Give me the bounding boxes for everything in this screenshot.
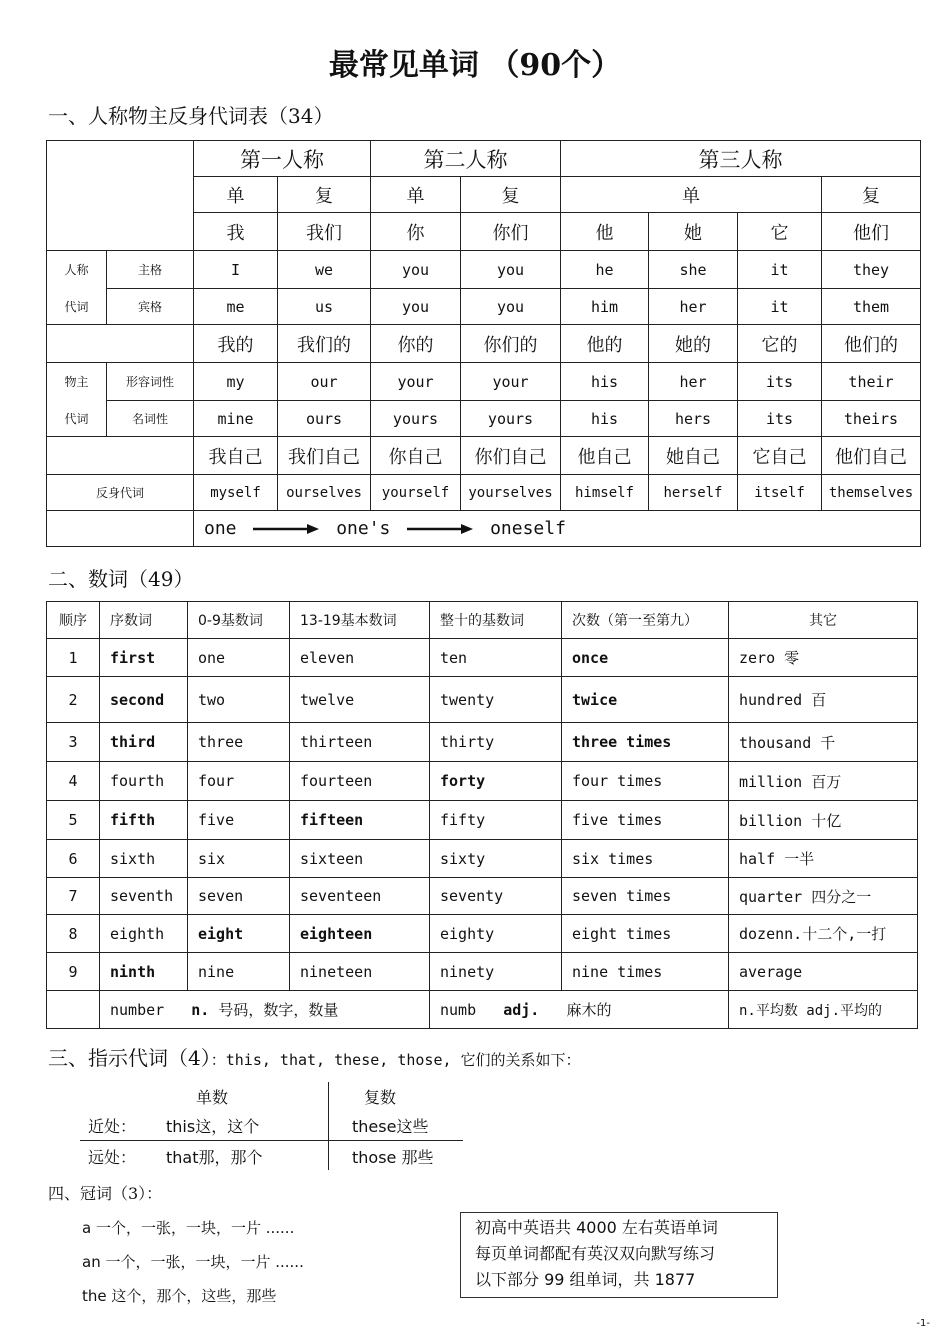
possessive-pronoun-label-bottom: 代词 <box>47 401 107 437</box>
row-index: 3 <box>47 723 100 762</box>
subject-pronoun: you <box>461 251 561 289</box>
far-singular: that那，那个 <box>166 1148 263 1167</box>
adjective-possessive: your <box>371 363 461 401</box>
reflexive-pronoun: itself <box>738 475 822 511</box>
numb-cn: 麻木的 <box>566 1001 612 1019</box>
teen-word: twelve <box>290 677 430 723</box>
subject-pronoun: he <box>561 251 649 289</box>
other-cn: 一半 <box>784 850 815 868</box>
ordinal-word: fifth <box>100 801 188 840</box>
section4-heading: 四、冠词（3）： <box>48 1184 163 1203</box>
cn-reflexive: 他自己 <box>561 437 649 475</box>
note-line: 每页单词都配有英汉双向默写练习 <box>475 1244 716 1263</box>
ordinal-word: third <box>100 723 188 762</box>
teen-word: nineteen <box>290 953 430 991</box>
other-word: zero <box>739 649 776 667</box>
other-cell <box>729 840 918 878</box>
other-cn: 零 <box>784 649 800 667</box>
numb-note <box>430 991 729 1029</box>
plural-label: 复数 <box>364 1088 397 1107</box>
object-case-label: 宾格 <box>107 289 194 325</box>
cn-possessive: 他们的 <box>822 325 921 363</box>
noun-possessive: theirs <box>822 401 921 437</box>
one-chain-row <box>194 511 921 547</box>
tens-word: eighty <box>430 915 562 953</box>
cn-possessive: 我的 <box>194 325 278 363</box>
reflexive-pronoun: yourselves <box>461 475 561 511</box>
section3-title: 三、指示代词（4） <box>48 1046 211 1070</box>
subject-pronoun: you <box>371 251 461 289</box>
third-person-header: 第三人称 <box>561 141 921 177</box>
times-word: seven times <box>562 878 729 915</box>
subject-pronoun: she <box>649 251 738 289</box>
note-box <box>460 1212 778 1298</box>
far-plural: those 那些 <box>352 1148 434 1167</box>
times-word: once <box>562 639 729 677</box>
teen-word: eighteen <box>290 915 430 953</box>
adjective-possessive: your <box>461 363 561 401</box>
cn-pronoun: 她 <box>649 213 738 251</box>
cn-reflexive: 她自己 <box>649 437 738 475</box>
near-plural: these这些 <box>352 1117 429 1136</box>
adjective-possessive: their <box>822 363 921 401</box>
times-word: nine times <box>562 953 729 991</box>
page-title: 最常见单词 （90个） <box>328 48 622 83</box>
other-cn: 千 <box>820 733 836 752</box>
section1-heading: 一、人称物主反身代词表（34） <box>48 104 334 128</box>
second-singular-label: 单 <box>371 177 461 213</box>
noun-possessive: its <box>738 401 822 437</box>
singular-label: 单数 <box>196 1088 229 1107</box>
note-line: 以下部分 99 组单词，共 1877 <box>475 1270 696 1289</box>
corner-cell <box>47 141 194 251</box>
empty-label-cell <box>47 437 194 475</box>
cn-reflexive: 我们自己 <box>278 437 371 475</box>
header-order: 顺序 <box>47 602 100 639</box>
tens-word: seventy <box>430 878 562 915</box>
teen-word: eleven <box>290 639 430 677</box>
one-word: one <box>204 518 237 539</box>
section2-heading: 二、数词（49） <box>48 567 194 591</box>
near-label: 近处： <box>88 1117 137 1136</box>
noun-possessive: hers <box>649 401 738 437</box>
number-pos: n. <box>191 1001 210 1019</box>
vertical-divider <box>328 1082 329 1170</box>
cn-possessive: 你们的 <box>461 325 561 363</box>
cardinal-word: six <box>188 840 290 878</box>
cardinal-word: nine <box>188 953 290 991</box>
cn-reflexive: 我自己 <box>194 437 278 475</box>
tens-word: sixty <box>430 840 562 878</box>
ordinal-word: first <box>100 639 188 677</box>
average-note: n.平均数 adj.平均的 <box>729 991 918 1029</box>
other-cn: 十亿 <box>811 811 842 830</box>
other-cell <box>729 953 918 991</box>
reflexive-pronoun: herself <box>649 475 738 511</box>
ordinal-word: ninth <box>100 953 188 991</box>
pronoun-table <box>46 140 921 547</box>
cardinal-word: seven <box>188 878 290 915</box>
reflexive-pronoun: themselves <box>822 475 921 511</box>
other-word: billion <box>739 811 803 830</box>
header-ordinal: 序数词 <box>100 602 188 639</box>
cn-reflexive: 你们自己 <box>461 437 561 475</box>
cardinal-word: five <box>188 801 290 840</box>
third-plural-label: 复 <box>822 177 921 213</box>
other-cn: 四分之一 <box>811 887 872 906</box>
object-pronoun: us <box>278 289 371 325</box>
numb-word: numb <box>440 1001 477 1019</box>
ordinal-word: seventh <box>100 878 188 915</box>
other-word: thousand <box>739 733 812 752</box>
ordinal-word: fourth <box>100 762 188 801</box>
tens-word: ninety <box>430 953 562 991</box>
other-cell <box>729 762 918 801</box>
noun-possessive: mine <box>194 401 278 437</box>
subject-pronoun: I <box>194 251 278 289</box>
personal-pronoun-label-bottom: 代词 <box>47 289 107 325</box>
cn-pronoun: 我们 <box>278 213 371 251</box>
cn-pronoun: 它 <box>738 213 822 251</box>
other-word: hundred <box>739 691 803 709</box>
oneself-word: oneself <box>490 518 566 539</box>
horizontal-divider <box>80 1140 463 1141</box>
note-line: 初高中英语共 4000 左右英语单词 <box>475 1218 718 1237</box>
row-index: 8 <box>47 915 100 953</box>
cn-possessive: 她的 <box>649 325 738 363</box>
teen-word: fifteen <box>290 801 430 840</box>
adjective-label: 形容词性 <box>107 363 194 401</box>
page-number: -1- <box>916 1318 930 1329</box>
subject-case-label: 主格 <box>107 251 194 289</box>
ordinal-word: eighth <box>100 915 188 953</box>
near-singular: this这，这个 <box>166 1117 260 1136</box>
object-pronoun: it <box>738 289 822 325</box>
cardinal-word: three <box>188 723 290 762</box>
subject-pronoun: we <box>278 251 371 289</box>
object-pronoun: you <box>461 289 561 325</box>
empty-index-cell <box>47 991 100 1029</box>
adjective-possessive: my <box>194 363 278 401</box>
ordinal-word: sixth <box>100 840 188 878</box>
row-index: 2 <box>47 677 100 723</box>
other-word: quarter <box>739 887 803 906</box>
empty-label-cell <box>47 511 194 547</box>
header-other: 其它 <box>729 602 918 639</box>
other-cell <box>729 677 918 723</box>
object-pronoun: him <box>561 289 649 325</box>
reflexive-label: 反身代词 <box>47 475 194 511</box>
ones-word: one's <box>336 518 391 539</box>
tens-word: thirty <box>430 723 562 762</box>
cn-possessive: 你的 <box>371 325 461 363</box>
cn-possessive: 它的 <box>738 325 822 363</box>
cn-pronoun: 他们 <box>822 213 921 251</box>
teen-word: thirteen <box>290 723 430 762</box>
reflexive-pronoun: himself <box>561 475 649 511</box>
section3-tail: ：this, that, these, those, 它们的关系如下： <box>210 1051 581 1069</box>
row-index: 5 <box>47 801 100 840</box>
cn-pronoun: 你 <box>371 213 461 251</box>
header-tens: 整十的基数词 <box>430 602 562 639</box>
header-cardinal-0-9: 0-9基数词 <box>188 602 290 639</box>
header-cardinal-13-19: 13-19基本数词 <box>290 602 430 639</box>
right-arrow-icon <box>253 523 319 535</box>
number-note <box>100 991 430 1029</box>
personal-pronoun-label-top: 人称 <box>47 251 107 289</box>
numeral-table <box>46 601 918 1029</box>
other-word: average <box>739 962 803 981</box>
subject-pronoun: it <box>738 251 822 289</box>
second-plural-label: 复 <box>461 177 561 213</box>
adjective-possessive: its <box>738 363 822 401</box>
tens-word: twenty <box>430 677 562 723</box>
first-singular-label: 单 <box>194 177 278 213</box>
subject-pronoun: they <box>822 251 921 289</box>
numb-pos: adj. <box>503 1001 540 1019</box>
adjective-possessive: his <box>561 363 649 401</box>
adjective-possessive: our <box>278 363 371 401</box>
article-line: the 这个，那个，这些，那些 <box>82 1287 277 1305</box>
cn-pronoun: 他 <box>561 213 649 251</box>
tens-word: ten <box>430 639 562 677</box>
other-cell <box>729 639 918 677</box>
cardinal-word: eight <box>188 915 290 953</box>
other-cn: n.十二个,一打 <box>784 925 887 943</box>
cn-possessive: 他的 <box>561 325 649 363</box>
cn-reflexive: 它自己 <box>738 437 822 475</box>
teen-word: seventeen <box>290 878 430 915</box>
times-word: six times <box>562 840 729 878</box>
empty-label-cell <box>47 325 194 363</box>
other-word: dozen <box>739 925 785 943</box>
row-index: 1 <box>47 639 100 677</box>
cardinal-word: four <box>188 762 290 801</box>
cn-possessive: 我们的 <box>278 325 371 363</box>
other-word: million <box>739 772 803 791</box>
cn-reflexive: 他们自己 <box>822 437 921 475</box>
times-word: five times <box>562 801 729 840</box>
row-index: 4 <box>47 762 100 801</box>
reflexive-pronoun: ourselves <box>278 475 371 511</box>
far-label: 远处： <box>88 1148 137 1167</box>
noun-possessive: his <box>561 401 649 437</box>
number-word: number <box>110 1001 165 1019</box>
reflexive-pronoun: myself <box>194 475 278 511</box>
times-word: four times <box>562 762 729 801</box>
cn-pronoun: 你们 <box>461 213 561 251</box>
noun-label: 名词性 <box>107 401 194 437</box>
object-pronoun: them <box>822 289 921 325</box>
other-cell <box>729 915 918 953</box>
other-cn: 百 <box>811 691 827 709</box>
cardinal-word: two <box>188 677 290 723</box>
first-person-header: 第一人称 <box>194 141 371 177</box>
second-person-header: 第二人称 <box>371 141 561 177</box>
cardinal-word: one <box>188 639 290 677</box>
number-cn: 号码，数字，数量 <box>218 1001 339 1019</box>
adjective-possessive: her <box>649 363 738 401</box>
possessive-pronoun-label-top: 物主 <box>47 363 107 401</box>
teen-word: sixteen <box>290 840 430 878</box>
section3-heading <box>48 1042 581 1071</box>
other-cell <box>729 878 918 915</box>
row-index: 9 <box>47 953 100 991</box>
times-word: three times <box>562 723 729 762</box>
cn-pronoun: 我 <box>194 213 278 251</box>
right-arrow-icon <box>407 523 473 535</box>
other-word: half <box>739 850 776 868</box>
tens-word: fifty <box>430 801 562 840</box>
article-line: a 一个，一张，一块，一片 ...... <box>82 1219 295 1237</box>
reflexive-pronoun: yourself <box>371 475 461 511</box>
noun-possessive: ours <box>278 401 371 437</box>
cn-reflexive: 你自己 <box>371 437 461 475</box>
other-cn: 百万 <box>811 772 842 791</box>
teen-word: fourteen <box>290 762 430 801</box>
noun-possessive: yours <box>371 401 461 437</box>
object-pronoun: me <box>194 289 278 325</box>
times-word: eight times <box>562 915 729 953</box>
object-pronoun: you <box>371 289 461 325</box>
header-times: 次数（第一至第九） <box>562 602 729 639</box>
object-pronoun: her <box>649 289 738 325</box>
article-line: an 一个，一张，一块，一片 ...... <box>82 1253 304 1271</box>
third-singular-label: 单 <box>561 177 822 213</box>
ordinal-word: second <box>100 677 188 723</box>
noun-possessive: yours <box>461 401 561 437</box>
times-word: twice <box>562 677 729 723</box>
row-index: 7 <box>47 878 100 915</box>
row-index: 6 <box>47 840 100 878</box>
other-cell <box>729 723 918 762</box>
first-plural-label: 复 <box>278 177 371 213</box>
tens-word: forty <box>430 762 562 801</box>
other-cell <box>729 801 918 840</box>
